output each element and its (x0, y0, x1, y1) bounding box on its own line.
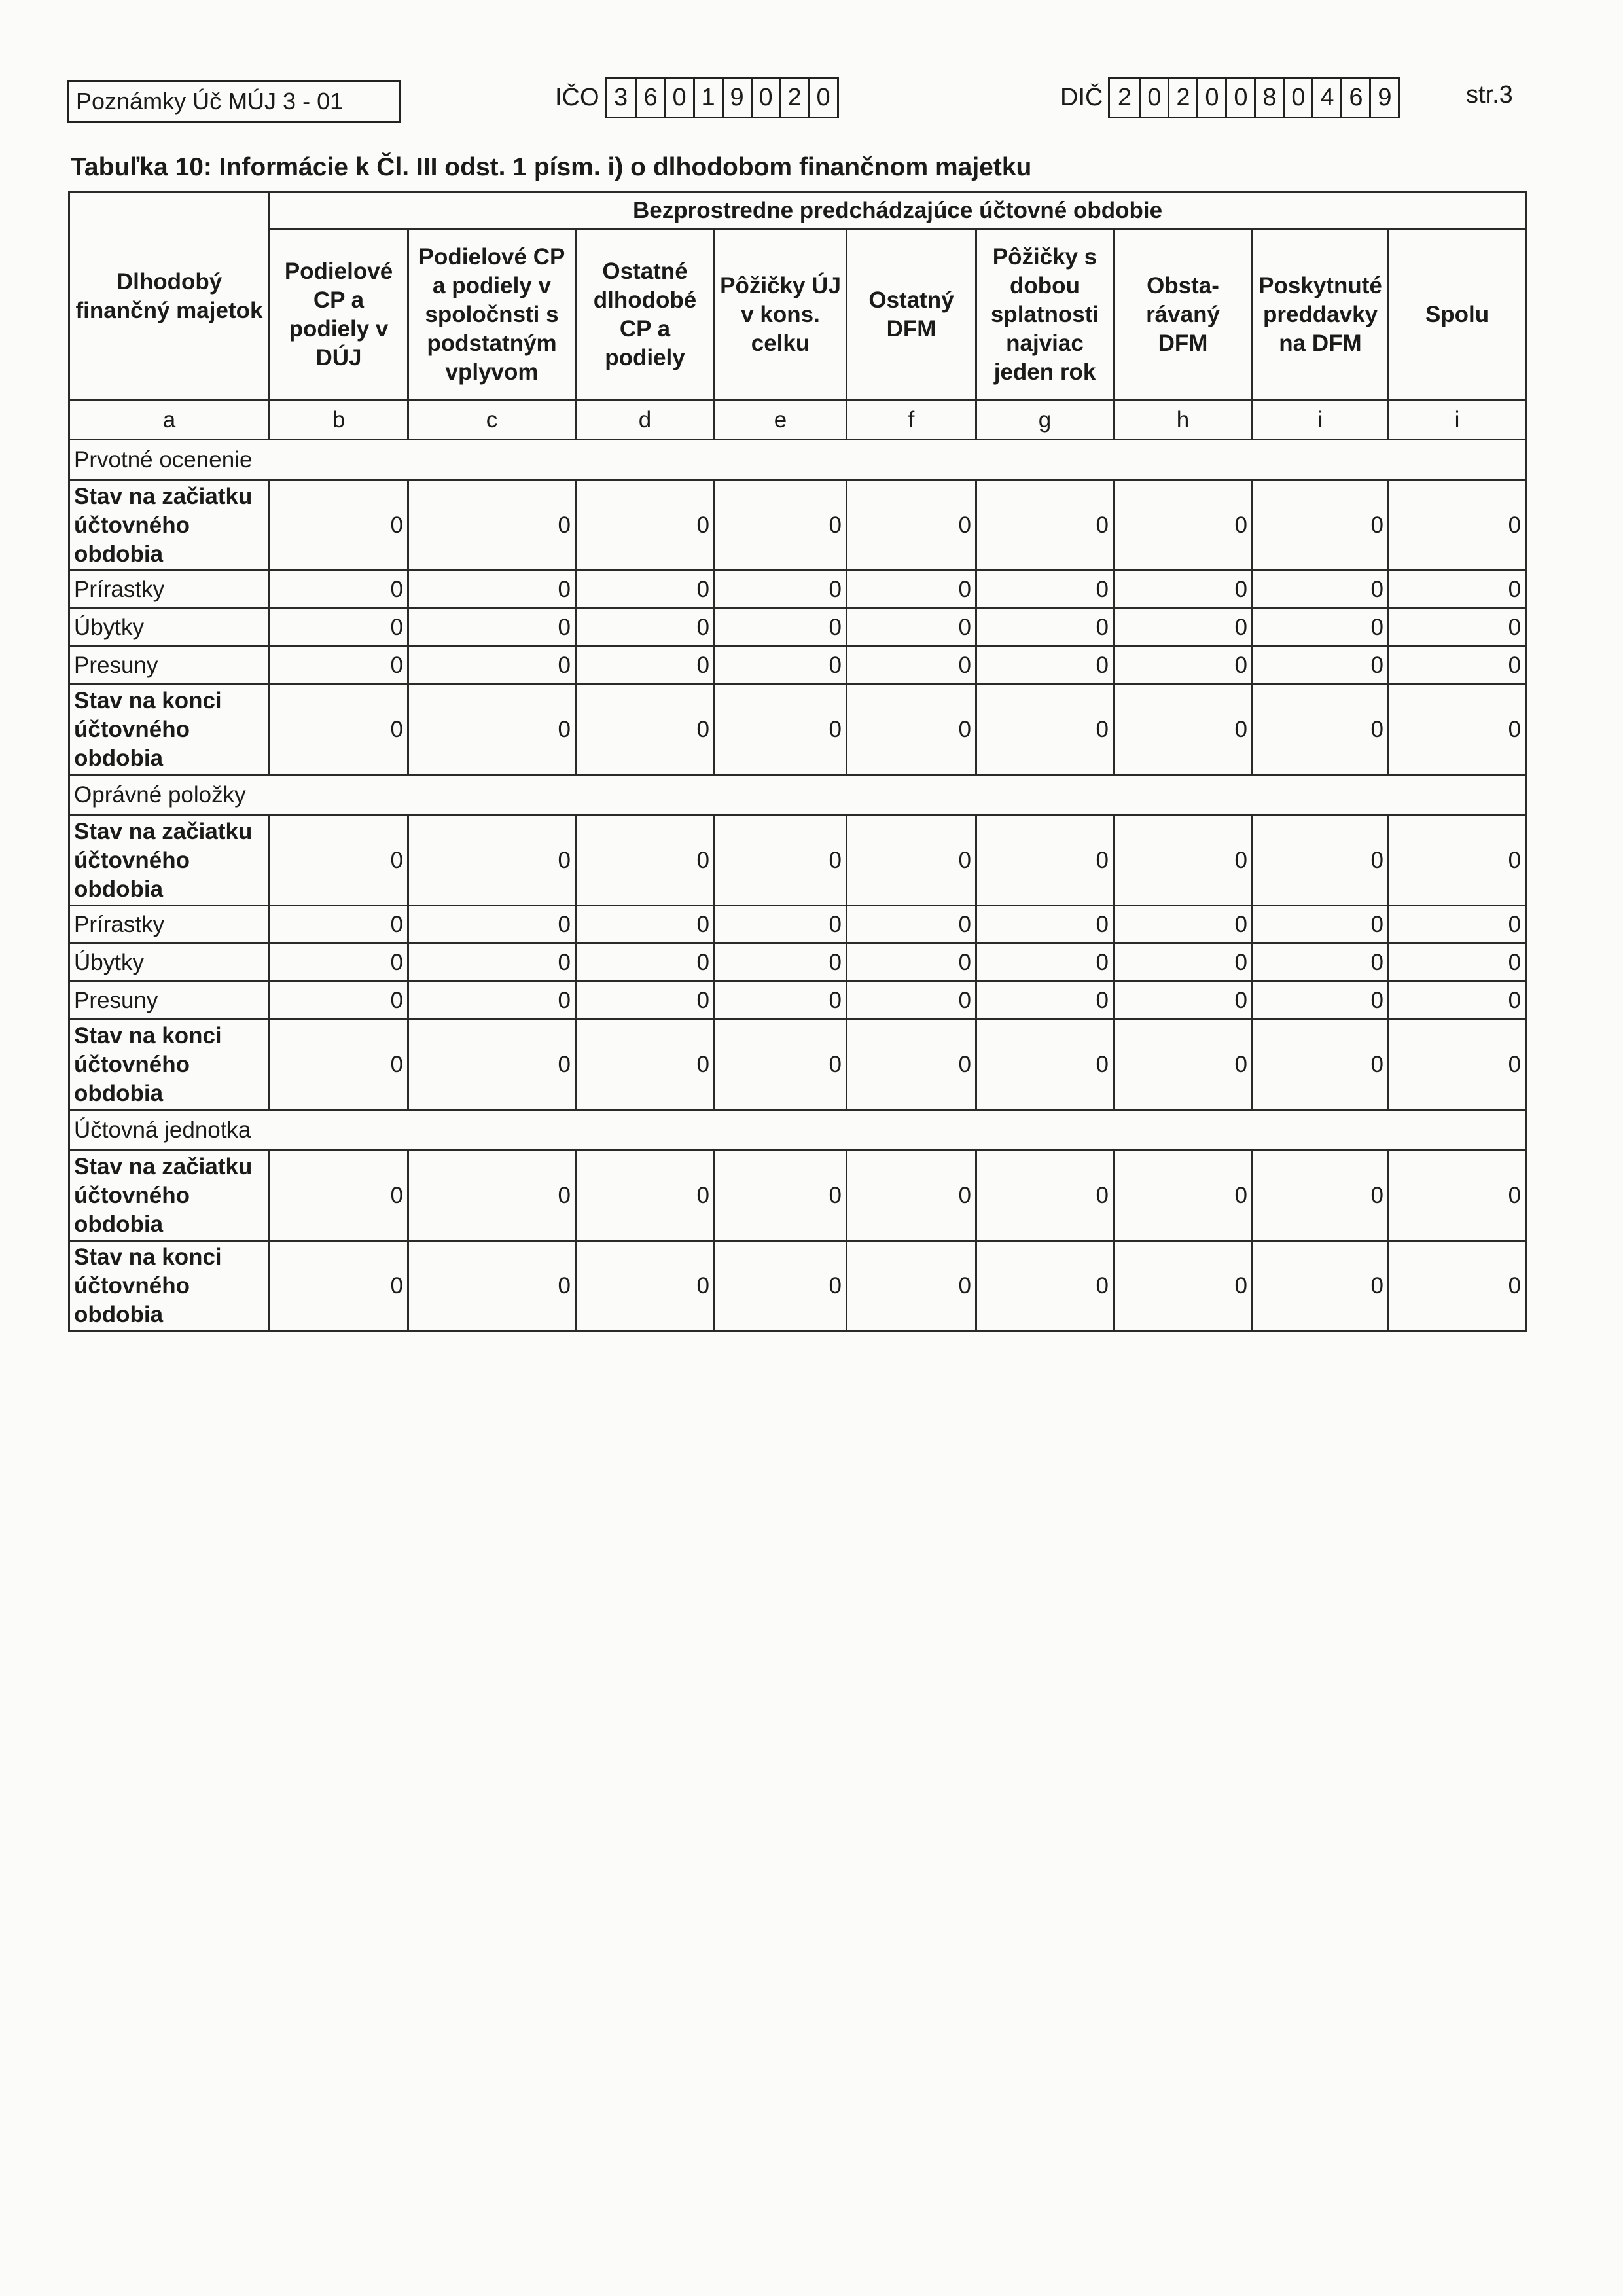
value-cell: 0 (270, 1241, 408, 1331)
dic-digit: 8 (1254, 79, 1283, 117)
value-cell: 0 (715, 609, 847, 647)
first-column-header: Dlhodobý finančný majetok (69, 192, 270, 401)
dic-label: DIČ (1060, 83, 1103, 111)
ico-digits (605, 77, 839, 118)
page-number: str.3 (1466, 81, 1513, 109)
value-cell: 0 (1253, 906, 1389, 944)
value-cell: 0 (576, 480, 715, 571)
row-label: Stav na začiatku účtovného obdobia (69, 816, 270, 906)
value-cell: 0 (715, 685, 847, 775)
dic-digits (1108, 77, 1400, 118)
form-label: Poznámky Úč MÚJ 3 - 01 (67, 80, 401, 123)
row-label: Prírastky (69, 906, 270, 944)
section-title: Prvotné ocenenie (69, 440, 1526, 480)
table-row (69, 647, 1526, 685)
table-row (69, 816, 1526, 906)
value-cell: 0 (1114, 982, 1253, 1020)
ico-label: IČO (555, 83, 599, 111)
value-cell: 0 (408, 944, 576, 982)
value-cell: 0 (1253, 480, 1389, 571)
value-cell: 0 (1389, 1020, 1526, 1110)
period-span-header: Bezprostredne predchádzajúce účtovné obdobie (270, 192, 1526, 229)
value-cell: 0 (576, 982, 715, 1020)
dic-digit: 0 (1139, 79, 1168, 117)
value-cell: 0 (1114, 1151, 1253, 1241)
value-cell: 0 (1253, 609, 1389, 647)
ico-digit: 2 (779, 79, 808, 117)
value-cell: 0 (408, 480, 576, 571)
value-cell: 0 (1253, 685, 1389, 775)
value-cell: 0 (1114, 685, 1253, 775)
value-cell: 0 (1389, 944, 1526, 982)
column-letter: h (1114, 401, 1253, 440)
value-cell: 0 (976, 647, 1114, 685)
value-cell: 0 (976, 1241, 1114, 1331)
table-row (69, 480, 1526, 571)
value-cell: 0 (408, 816, 576, 906)
value-cell: 0 (270, 609, 408, 647)
dic-group (1060, 76, 1400, 119)
value-cell: 0 (976, 816, 1114, 906)
value-cell: 0 (847, 480, 976, 571)
row-label: Stav na začiatku účtovného obdobia (69, 1151, 270, 1241)
value-cell: 0 (408, 1151, 576, 1241)
column-letter: i (1253, 401, 1389, 440)
value-cell: 0 (270, 647, 408, 685)
section-row (69, 440, 1526, 480)
value-cell: 0 (1114, 906, 1253, 944)
value-cell: 0 (847, 1151, 976, 1241)
column-header: Ostatný DFM (847, 229, 976, 401)
value-cell: 0 (976, 1020, 1114, 1110)
value-cell: 0 (715, 571, 847, 609)
ico-digit: 6 (635, 79, 664, 117)
value-cell: 0 (1389, 906, 1526, 944)
financial-assets-table (68, 191, 1527, 1332)
column-letter: d (576, 401, 715, 440)
section-title: Oprávné položky (69, 775, 1526, 816)
value-cell: 0 (847, 944, 976, 982)
value-cell: 0 (1253, 571, 1389, 609)
dic-digit: 0 (1225, 79, 1254, 117)
value-cell: 0 (847, 1020, 976, 1110)
value-cell: 0 (847, 982, 976, 1020)
column-letter: c (408, 401, 576, 440)
column-header: Ostatné dlhodobé CP a podiely (576, 229, 715, 401)
value-cell: 0 (1389, 1151, 1526, 1241)
value-cell: 0 (576, 1151, 715, 1241)
ico-digit: 0 (664, 79, 693, 117)
value-cell: 0 (408, 647, 576, 685)
value-cell: 0 (1114, 480, 1253, 571)
value-cell: 0 (270, 685, 408, 775)
value-cell: 0 (847, 647, 976, 685)
value-cell: 0 (847, 685, 976, 775)
value-cell: 0 (408, 571, 576, 609)
ico-digit: 0 (751, 79, 779, 117)
column-letter: a (69, 401, 270, 440)
row-label: Úbytky (69, 944, 270, 982)
column-letter: i (1389, 401, 1526, 440)
dic-digit: 2 (1168, 79, 1196, 117)
column-header: Obsta- rávaný DFM (1114, 229, 1253, 401)
value-cell: 0 (1114, 647, 1253, 685)
table-row (69, 685, 1526, 775)
value-cell: 0 (847, 906, 976, 944)
value-cell: 0 (715, 982, 847, 1020)
value-cell: 0 (1389, 480, 1526, 571)
value-cell: 0 (576, 944, 715, 982)
ico-digit: 0 (808, 79, 837, 117)
value-cell: 0 (576, 1020, 715, 1110)
value-cell: 0 (1253, 647, 1389, 685)
value-cell: 0 (1114, 816, 1253, 906)
value-cell: 0 (1253, 982, 1389, 1020)
value-cell: 0 (270, 816, 408, 906)
table-row (69, 1151, 1526, 1241)
dic-digit: 9 (1369, 79, 1398, 117)
section-title: Účtovná jednotka (69, 1110, 1526, 1151)
value-cell: 0 (847, 609, 976, 647)
row-label: Úbytky (69, 609, 270, 647)
value-cell: 0 (1389, 609, 1526, 647)
value-cell: 0 (576, 906, 715, 944)
column-letter: g (976, 401, 1114, 440)
value-cell: 0 (408, 1020, 576, 1110)
value-cell: 0 (1114, 1020, 1253, 1110)
value-cell: 0 (408, 609, 576, 647)
value-cell: 0 (270, 1020, 408, 1110)
value-cell: 0 (576, 685, 715, 775)
value-cell: 0 (1389, 685, 1526, 775)
value-cell: 0 (1389, 982, 1526, 1020)
row-label: Presuny (69, 982, 270, 1020)
value-cell: 0 (576, 647, 715, 685)
ico-digit: 9 (722, 79, 751, 117)
row-label: Stav na konci účtovného obdobia (69, 1241, 270, 1331)
value-cell: 0 (408, 982, 576, 1020)
ico-digit: 3 (613, 84, 628, 111)
table-row (69, 571, 1526, 609)
value-cell: 0 (715, 816, 847, 906)
value-cell: 0 (408, 685, 576, 775)
value-cell: 0 (1389, 816, 1526, 906)
value-cell: 0 (715, 944, 847, 982)
value-cell: 0 (1114, 609, 1253, 647)
table-row (69, 1020, 1526, 1110)
value-cell: 0 (1253, 1241, 1389, 1331)
dic-digit: 4 (1311, 79, 1340, 117)
value-cell: 0 (576, 609, 715, 647)
dic-digit: 6 (1340, 79, 1369, 117)
value-cell: 0 (1253, 944, 1389, 982)
value-cell: 0 (715, 480, 847, 571)
value-cell: 0 (1389, 647, 1526, 685)
value-cell: 0 (976, 685, 1114, 775)
value-cell: 0 (408, 906, 576, 944)
dic-digit: 2 (1117, 84, 1132, 111)
ico-digit: 1 (693, 79, 722, 117)
value-cell: 0 (976, 571, 1114, 609)
value-cell: 0 (715, 647, 847, 685)
ico-group (555, 76, 839, 119)
value-cell: 0 (715, 906, 847, 944)
table-row (69, 609, 1526, 647)
row-label: Prírastky (69, 571, 270, 609)
dic-digit: 0 (1196, 79, 1225, 117)
value-cell: 0 (976, 944, 1114, 982)
value-cell: 0 (847, 571, 976, 609)
section-row (69, 775, 1526, 816)
column-header: Poskytnuté preddavky na DFM (1253, 229, 1389, 401)
dic-digit: 0 (1283, 79, 1311, 117)
value-cell: 0 (976, 906, 1114, 944)
value-cell: 0 (270, 571, 408, 609)
value-cell: 0 (1389, 1241, 1526, 1331)
value-cell: 0 (976, 1151, 1114, 1241)
value-cell: 0 (270, 944, 408, 982)
value-cell: 0 (976, 982, 1114, 1020)
value-cell: 0 (270, 1151, 408, 1241)
table-row (69, 1241, 1526, 1331)
value-cell: 0 (715, 1151, 847, 1241)
value-cell: 0 (976, 480, 1114, 571)
section-row (69, 1110, 1526, 1151)
value-cell: 0 (847, 816, 976, 906)
value-cell: 0 (1253, 1020, 1389, 1110)
value-cell: 0 (1114, 571, 1253, 609)
column-letter: b (270, 401, 408, 440)
table-title: Tabuľka 10: Informácie k Čl. III odst. 1 písm. i) o dlhodobom finančnom majetku (71, 153, 1032, 181)
value-cell: 0 (270, 906, 408, 944)
column-header: Pôžičky ÚJ v kons. celku (715, 229, 847, 401)
value-cell: 0 (715, 1020, 847, 1110)
table-row (69, 982, 1526, 1020)
value-cell: 0 (1253, 1151, 1389, 1241)
column-header: Spolu (1389, 229, 1526, 401)
value-cell: 0 (976, 609, 1114, 647)
value-cell: 0 (576, 571, 715, 609)
column-letter: f (847, 401, 976, 440)
table-row (69, 944, 1526, 982)
row-label: Stav na konci účtovného obdobia (69, 685, 270, 775)
value-cell: 0 (408, 1241, 576, 1331)
value-cell: 0 (270, 480, 408, 571)
table-row (69, 906, 1526, 944)
value-cell: 0 (1114, 1241, 1253, 1331)
row-label: Stav na začiatku účtovného obdobia (69, 480, 270, 571)
column-header: Pôžičky s dobou splatnosti najviac jeden rok (976, 229, 1114, 401)
value-cell: 0 (715, 1241, 847, 1331)
value-cell: 0 (847, 1241, 976, 1331)
value-cell: 0 (270, 982, 408, 1020)
column-letter: e (715, 401, 847, 440)
value-cell: 0 (576, 1241, 715, 1331)
value-cell: 0 (576, 816, 715, 906)
column-header: Podielové CP a podiely v spoločnsti s podstatným vplyvom (408, 229, 576, 401)
value-cell: 0 (1114, 944, 1253, 982)
value-cell: 0 (1389, 571, 1526, 609)
row-label: Presuny (69, 647, 270, 685)
value-cell: 0 (1253, 816, 1389, 906)
row-label: Stav na konci účtovného obdobia (69, 1020, 270, 1110)
column-header: Podielové CP a podiely v DÚJ (270, 229, 408, 401)
